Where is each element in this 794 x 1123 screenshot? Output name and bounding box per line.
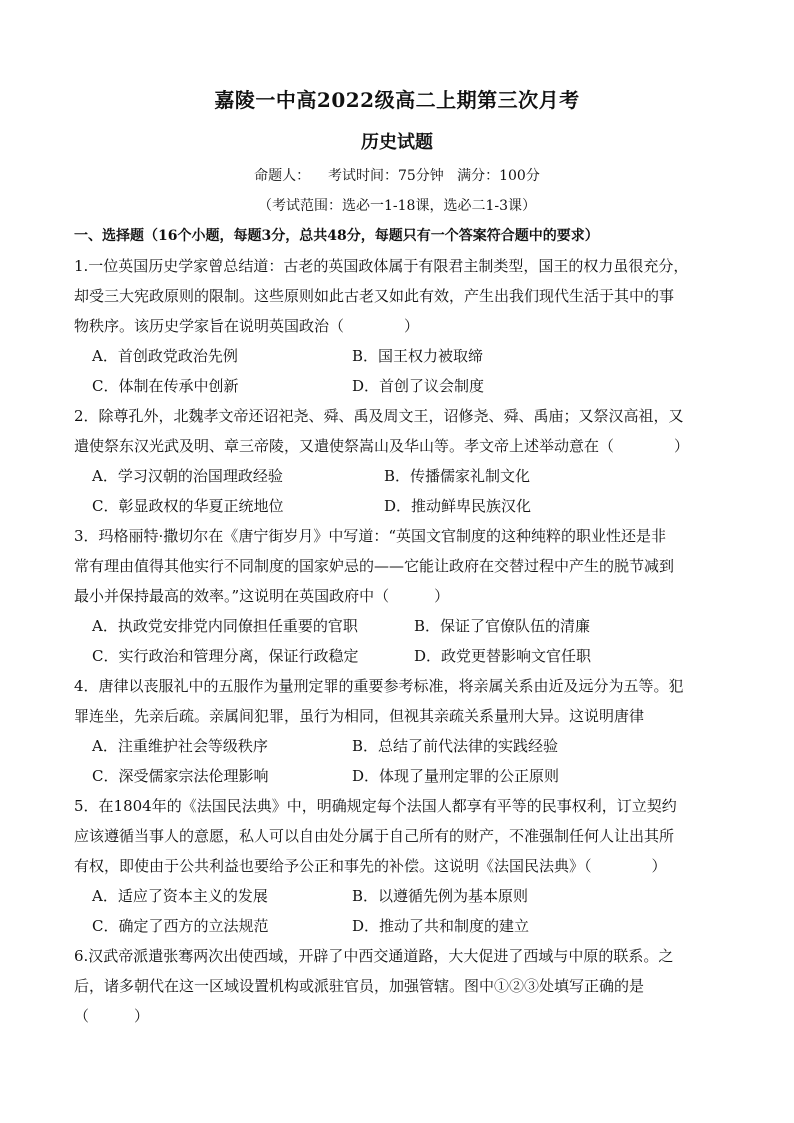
- option-c[interactable]: C．体制在传承中创新: [92, 377, 239, 395]
- option-d[interactable]: D．推动鲜卑民族汉化: [384, 497, 532, 515]
- option-b[interactable]: B．国王权力被取缔: [352, 347, 484, 365]
- question-text-line: 1.一位英国历史学家曾总结道：古老的英国政体属于有限君主制类型，国王的权力虽很充分，: [74, 257, 689, 275]
- option-d[interactable]: D．首创了议会制度: [352, 377, 485, 395]
- answer-blank: （ ）: [74, 1007, 150, 1025]
- option-a[interactable]: A．适应了资本主义的发展: [92, 887, 268, 905]
- option-c[interactable]: C．确定了西方的立法规范: [92, 917, 269, 935]
- option-d[interactable]: D．政党更替影响文官任职: [414, 647, 592, 665]
- option-b[interactable]: B．总结了前代法律的实践经验: [352, 737, 559, 755]
- option-a[interactable]: A．学习汉朝的治国理政经验: [92, 467, 283, 485]
- question-text-line: 应该遵循当事人的意愿，私人可以自由处分属于自己所有的财产，不准强制任何人让出其所: [74, 827, 675, 845]
- question-text-line: 5．在1804年的《法国民法典》中，明确规定每个法国人都享有平等的民事权利，订立契约: [74, 797, 677, 815]
- question-text-line: 罪连坐，先亲后疏。亲属间犯罪，虽行为相同，但视其亲疏关系量刑大异。这说明唐律: [74, 707, 645, 725]
- question-text-line: 最小并保持最高的效率。”这说明在英国政府中（ ）: [74, 587, 450, 605]
- question-text-line: 物秩序。该历史学家旨在说明英国政治（ ）: [74, 317, 420, 335]
- exam-meta: 命题人： 考试时间：75分钟 满分：100分: [254, 168, 540, 184]
- option-c[interactable]: C．彰显政权的华夏正统地位: [92, 497, 284, 515]
- exam-title: 嘉陵一中高2022级高二上期第三次月考: [214, 88, 580, 112]
- option-a[interactable]: A．执政党安排党内同僚担任重要的官职: [92, 617, 358, 635]
- option-d[interactable]: D．体现了量刑定罪的公正原则: [352, 767, 560, 785]
- exam-scope: （考试范围：选必一1-18课，选必二1-3课）: [258, 198, 536, 214]
- question-text-line: 有权，即使由于公共利益也要给予公正和事先的补偿。这说明《法国民法典》（ ）: [74, 857, 667, 875]
- question-text-line: 6.汉武帝派遣张骞两次出使西域，开辟了中西交通道路，大大促进了西域与中原的联系。之: [74, 947, 674, 965]
- option-b[interactable]: B．保证了官僚队伍的清廉: [414, 617, 591, 635]
- question-text-line: 后，诸多朝代在这一区域设置机构或派驻官员，加强管辖。图中①②③处填写正确的是: [74, 977, 645, 995]
- section-heading: 一、选择题（16个小题，每题3分，总共48分，每题只有一个答案符合题中的要求）: [74, 228, 599, 244]
- question-text-line: 3．玛格丽特·撒切尔在《唐宁街岁月》中写道：“英国文官制度的这种纯粹的职业性还是非: [74, 527, 666, 545]
- option-b[interactable]: B．以遵循先例为基本原则: [352, 887, 529, 905]
- question-text-line: 2．除尊孔外，北魏孝文帝还诏祀尧、舜、禹及周文王，诏修尧、舜、禹庙；又祭汉高祖，又: [74, 407, 684, 425]
- option-d[interactable]: D．推动了共和制度的建立: [352, 917, 530, 935]
- option-c[interactable]: C．实行政治和管理分离，保证行政稳定: [92, 647, 359, 665]
- option-b[interactable]: B．传播儒家礼制文化: [384, 467, 531, 485]
- option-a[interactable]: A．注重维护社会等级秩序: [92, 737, 268, 755]
- question-text-line: 常有理由值得其他实行不同制度的国家妒忌的——它能让政府在交替过程中产生的脱节减到: [74, 557, 675, 575]
- question-text-line: 却受三大宪政原则的限制。这些原则如此古老又如此有效，产生出我们现代生活于其中的事: [74, 287, 675, 305]
- question-text-line: 4．唐律以丧服礼中的五服作为量刑定罪的重要参考标准，将亲属关系由近及远分为五等。犯: [74, 677, 684, 695]
- question-text-line: 遣使祭东汉光武及明、章三帝陵，又遣使祭嵩山及华山等。孝文帝上述举动意在（ ）: [74, 437, 690, 455]
- option-a[interactable]: A．首创政党政治先例: [92, 347, 238, 365]
- exam-subject: 历史试题: [361, 132, 433, 153]
- option-c[interactable]: C．深受儒家宗法伦理影响: [92, 767, 269, 785]
